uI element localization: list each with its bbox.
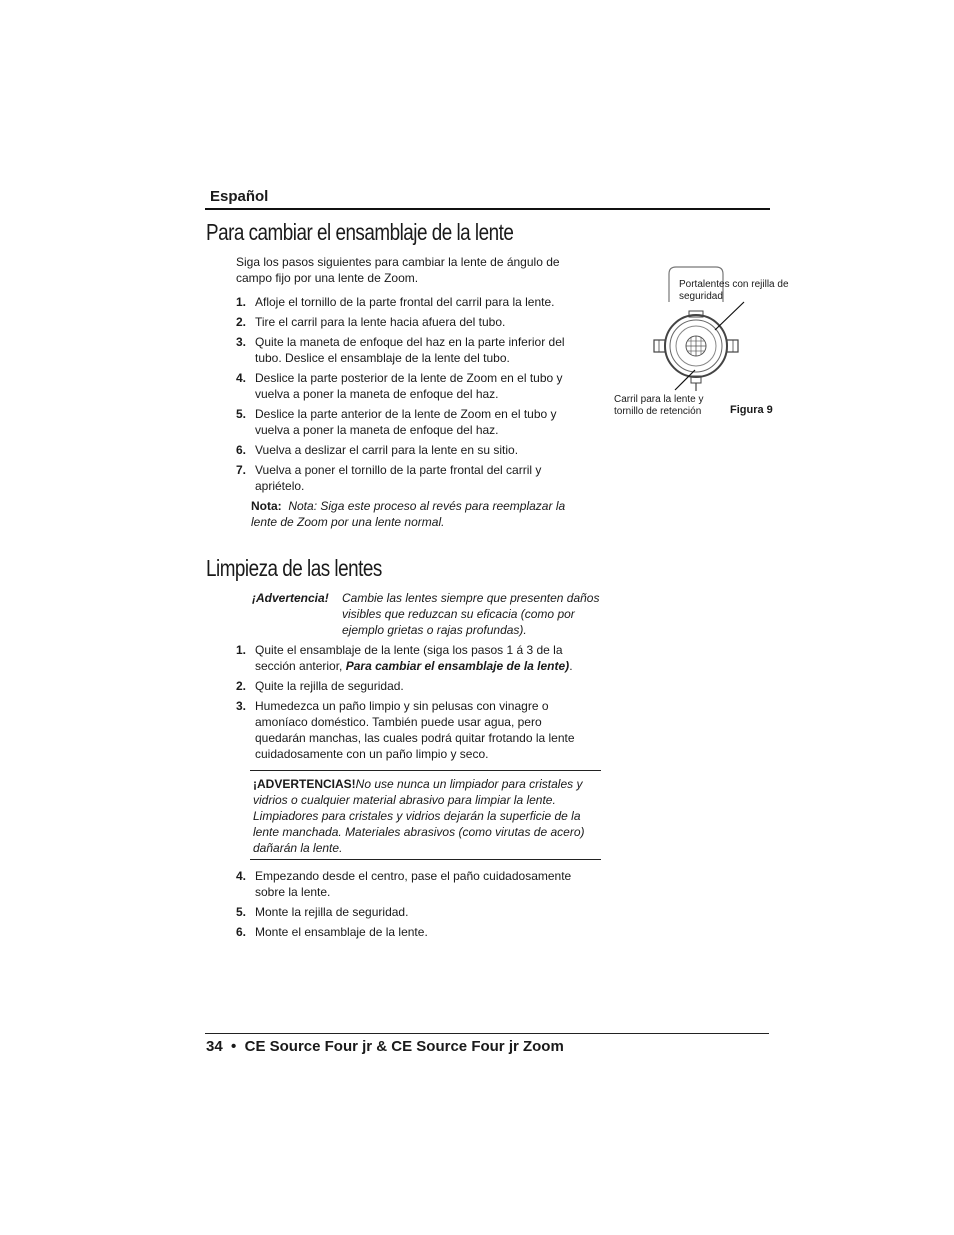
step-number: 2.	[236, 679, 247, 693]
step-text: Deslice la parte posterior de la lente de Zoom en el tubo y vuelva a poner la maneta de enfoque del haz.	[255, 371, 563, 401]
step-number: 1.	[236, 295, 247, 309]
warning-callout	[252, 590, 602, 638]
step-number: 5.	[236, 407, 247, 421]
warning-box-label: ¡ADVERTENCIAS!	[253, 777, 356, 791]
step-text: Empezando desde el centro, pase el paño cuidadosamente sobre la lente.	[255, 869, 572, 899]
warning-text: Cambie las lentes siempre que presenten daños visibles que reduzcan su eficacia (como por ejemplo grietas o rajas profundas).	[342, 591, 600, 637]
step-text: Vuelva a poner el tornillo de la parte frontal del carril y apriételo.	[255, 463, 542, 493]
list-item	[236, 642, 591, 674]
step-text: Humedezca un paño limpio y sin pelusas con vinagre o amoníaco doméstico. También puede usar agua, pero quedarán manchas, las cuales podrá quitar frotando la lente cuidadosamente con un paño limpio y seco.	[255, 699, 575, 761]
step-text: Quite la maneta de enfoque del haz en la parte inferior del tubo. Deslice el ensamblaje de la lente del tubo.	[255, 335, 565, 365]
label-lens-holder: Portalentes con rejilla de seguridad	[679, 279, 789, 302]
step-text-end: .	[569, 659, 573, 673]
list-item	[236, 334, 586, 366]
footer-rule	[205, 1033, 769, 1034]
label-lens-rail: Carril para la lente y tornillo de retención	[614, 394, 704, 417]
step-number: 2.	[236, 315, 247, 329]
step-number: 4.	[236, 371, 247, 385]
list-item	[236, 462, 586, 494]
list-item	[236, 314, 586, 330]
list-item	[236, 678, 591, 694]
language-label: Español	[210, 188, 269, 205]
step-text: Afloje el tornillo de la parte frontal del carril para la lente.	[255, 295, 555, 309]
step-number: 6.	[236, 443, 247, 457]
note-label: Nota:	[251, 499, 282, 513]
step-text: Tire el carril para la lente hacia afuera del tubo.	[255, 315, 506, 329]
note	[251, 498, 586, 530]
step-number: 6.	[236, 925, 247, 939]
list-item	[236, 868, 591, 900]
list-item	[236, 904, 591, 920]
warning-box	[253, 776, 598, 856]
step-number: 7.	[236, 463, 247, 477]
list-item	[236, 370, 586, 402]
warning-box-text: No use nunca un limpiador para cristales y vidrios o cualquier material abrasivo para limpiar la lente. Limpiadores para cristales y vidrios dejarán la superficie de la lente manchada. Materiales abrasivos (como virutas de acero) dañarán la lente.	[253, 777, 585, 855]
section-reference: Para cambiar el ensamblaje de la lente)	[345, 659, 570, 673]
step-number: 4.	[236, 869, 247, 883]
step-number: 3.	[236, 699, 247, 713]
step-text: Monte la rejilla de seguridad.	[255, 905, 409, 919]
step-text: Quite la rejilla de seguridad.	[255, 679, 404, 693]
list-item	[236, 442, 586, 458]
step-text: Monte el ensamblaje de la lente.	[255, 925, 428, 939]
header-rule	[205, 208, 770, 210]
section2-steps-b	[236, 868, 591, 944]
step-text: Quite el ensamblaje de la lente (siga los pasos 1 á 3 de la sección anterior,	[255, 643, 563, 673]
step-number: 5.	[236, 905, 247, 919]
warning-box-bottom-rule	[250, 859, 601, 860]
list-item	[236, 924, 591, 940]
list-item	[236, 406, 586, 438]
section1-intro: Siga los pasos siguientes para cambiar la lente de ángulo de campo fijo por una lente de Zoom.	[236, 255, 560, 285]
warning-label: ¡Advertencia!	[252, 591, 329, 605]
note-text: Nota: Siga este proceso al revés para reemplazar la lente de Zoom por una lente normal.	[251, 499, 566, 529]
step-number: 1.	[236, 643, 247, 657]
section2-steps-a	[236, 642, 591, 766]
page-footer: 34 • CE Source Four jr & CE Source Four jr Zoom	[206, 1038, 564, 1055]
step-text: Deslice la parte anterior de la lente de Zoom en el tubo y vuelva a poner la maneta de enfoque del haz.	[255, 407, 557, 437]
section1-steps	[236, 294, 586, 498]
step-number: 3.	[236, 335, 247, 349]
list-item	[236, 698, 591, 762]
section-title-lens-cleaning: Limpieza de las lentes	[206, 555, 382, 581]
step-text: Vuelva a deslizar el carril para la lente en su sitio.	[255, 443, 519, 457]
figure-caption: Figura 9	[730, 404, 773, 416]
warning-box-top-rule	[250, 770, 601, 771]
section-title-change-lens: Para cambiar el ensamblaje de la lente	[206, 219, 514, 245]
list-item	[236, 294, 586, 310]
